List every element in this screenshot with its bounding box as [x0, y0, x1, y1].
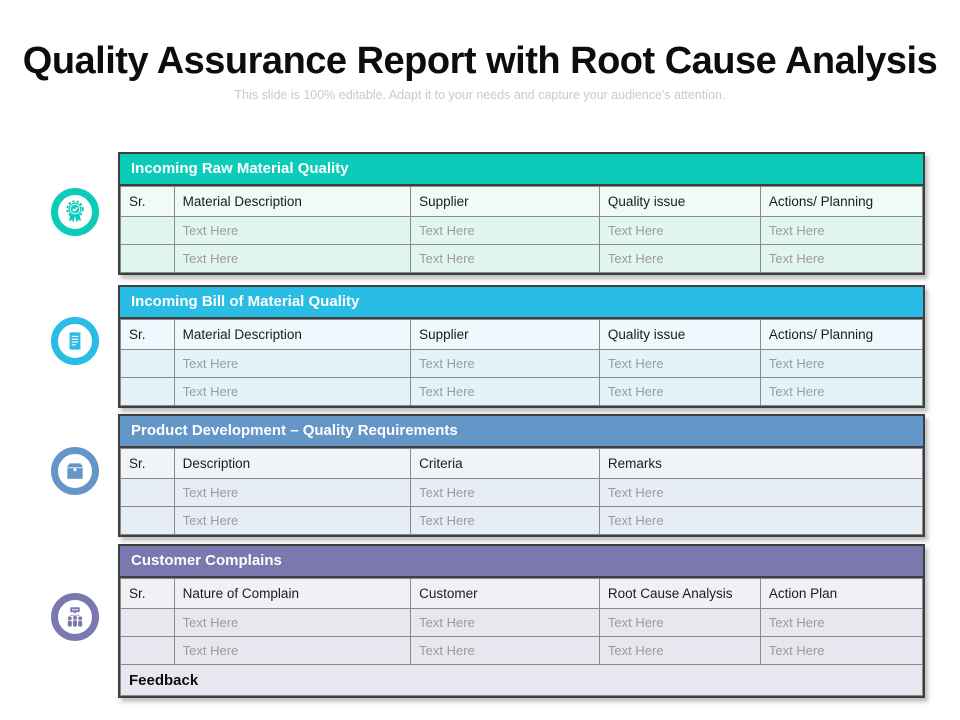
data-table — [120, 578, 923, 696]
table-cell: Text Here — [174, 245, 411, 273]
column-header: Description — [174, 449, 411, 479]
table-cell — [121, 507, 175, 535]
package-box-icon — [51, 447, 99, 495]
table-cell: Text Here — [599, 479, 922, 507]
column-header: Customer — [411, 579, 600, 609]
table-cell: Text Here — [599, 507, 922, 535]
table-row — [121, 245, 923, 273]
table-title-bar: Customer Complains — [120, 546, 923, 578]
table-cell — [121, 350, 175, 378]
table-cell: Text Here — [174, 479, 411, 507]
table-title-bar: Product Development – Quality Requirements — [120, 416, 923, 448]
table-header-row — [121, 449, 923, 479]
table-cell: Text Here — [760, 378, 922, 406]
table-cell: Text Here — [411, 637, 600, 665]
table-cell: Text Here — [174, 637, 411, 665]
table-row — [121, 350, 923, 378]
table-cell: Text Here — [174, 350, 411, 378]
table-cell: Text Here — [760, 217, 922, 245]
column-header: Quality issue — [599, 320, 760, 350]
table-cell: Text Here — [599, 637, 760, 665]
column-header: Quality issue — [599, 187, 760, 217]
table-cell: Text Here — [599, 378, 760, 406]
table-row — [121, 217, 923, 245]
table-row — [121, 507, 923, 535]
table-header-row — [121, 320, 923, 350]
column-header: Sr. — [121, 320, 175, 350]
table-cell: Text Here — [599, 350, 760, 378]
table-cell: Text Here — [760, 609, 922, 637]
feedback-row — [121, 665, 923, 696]
table-cell: Text Here — [174, 507, 411, 535]
table-cell — [121, 479, 175, 507]
column-header: Remarks — [599, 449, 922, 479]
column-header: Actions/ Planning — [760, 187, 922, 217]
table-cell: Text Here — [599, 245, 760, 273]
table-cell — [121, 609, 175, 637]
table-customer-complains — [118, 544, 925, 698]
page-title: Quality Assurance Report with Root Cause Analysis — [22, 40, 938, 82]
table-cell — [121, 245, 175, 273]
table-title-bar: Incoming Raw Material Quality — [120, 154, 923, 186]
feedback-label: Feedback — [121, 665, 923, 696]
data-table — [120, 186, 923, 273]
table-row — [121, 637, 923, 665]
table-row — [121, 479, 923, 507]
table-cell — [121, 637, 175, 665]
table-cell: Text Here — [411, 217, 600, 245]
column-header: Sr. — [121, 187, 175, 217]
data-table — [120, 319, 923, 406]
column-header: Root Cause Analysis — [599, 579, 760, 609]
table-incoming-raw-material-quality — [118, 152, 925, 275]
column-header: Criteria — [411, 449, 600, 479]
column-header: Sr. — [121, 579, 175, 609]
table-cell: Text Here — [599, 217, 760, 245]
column-header: Nature of Complain — [174, 579, 411, 609]
table-cell: Text Here — [411, 609, 600, 637]
people-group-icon — [51, 593, 99, 641]
table-cell: Text Here — [760, 245, 922, 273]
table-title-bar: Incoming Bill of Material Quality — [120, 287, 923, 319]
table-cell: Text Here — [411, 245, 600, 273]
table-row — [121, 378, 923, 406]
table-cell: Text Here — [174, 217, 411, 245]
column-header: Material Description — [174, 320, 411, 350]
table-incoming-bill-of-material-quality — [118, 285, 925, 408]
table-cell: Text Here — [411, 479, 600, 507]
table-header-row — [121, 579, 923, 609]
page-subtitle: This slide is 100% editable. Adapt it to your needs and capture your audience's attention. — [234, 88, 726, 102]
column-header: Sr. — [121, 449, 175, 479]
column-header: Supplier — [411, 187, 600, 217]
column-header: Material Description — [174, 187, 411, 217]
table-cell: Text Here — [599, 609, 760, 637]
table-cell: Text Here — [760, 637, 922, 665]
bill-receipt-icon — [51, 317, 99, 365]
table-cell: Text Here — [174, 378, 411, 406]
award-ribbon-icon — [51, 188, 99, 236]
column-header: Action Plan — [760, 579, 922, 609]
table-cell — [121, 378, 175, 406]
table-cell: Text Here — [411, 378, 600, 406]
table-cell: Text Here — [411, 507, 600, 535]
table-cell: Text Here — [411, 350, 600, 378]
table-product-development-quality-requirements — [118, 414, 925, 537]
table-cell: Text Here — [174, 609, 411, 637]
column-header: Actions/ Planning — [760, 320, 922, 350]
column-header: Supplier — [411, 320, 600, 350]
table-cell — [121, 217, 175, 245]
data-table — [120, 448, 923, 535]
table-cell: Text Here — [760, 350, 922, 378]
table-row — [121, 609, 923, 637]
table-header-row — [121, 187, 923, 217]
